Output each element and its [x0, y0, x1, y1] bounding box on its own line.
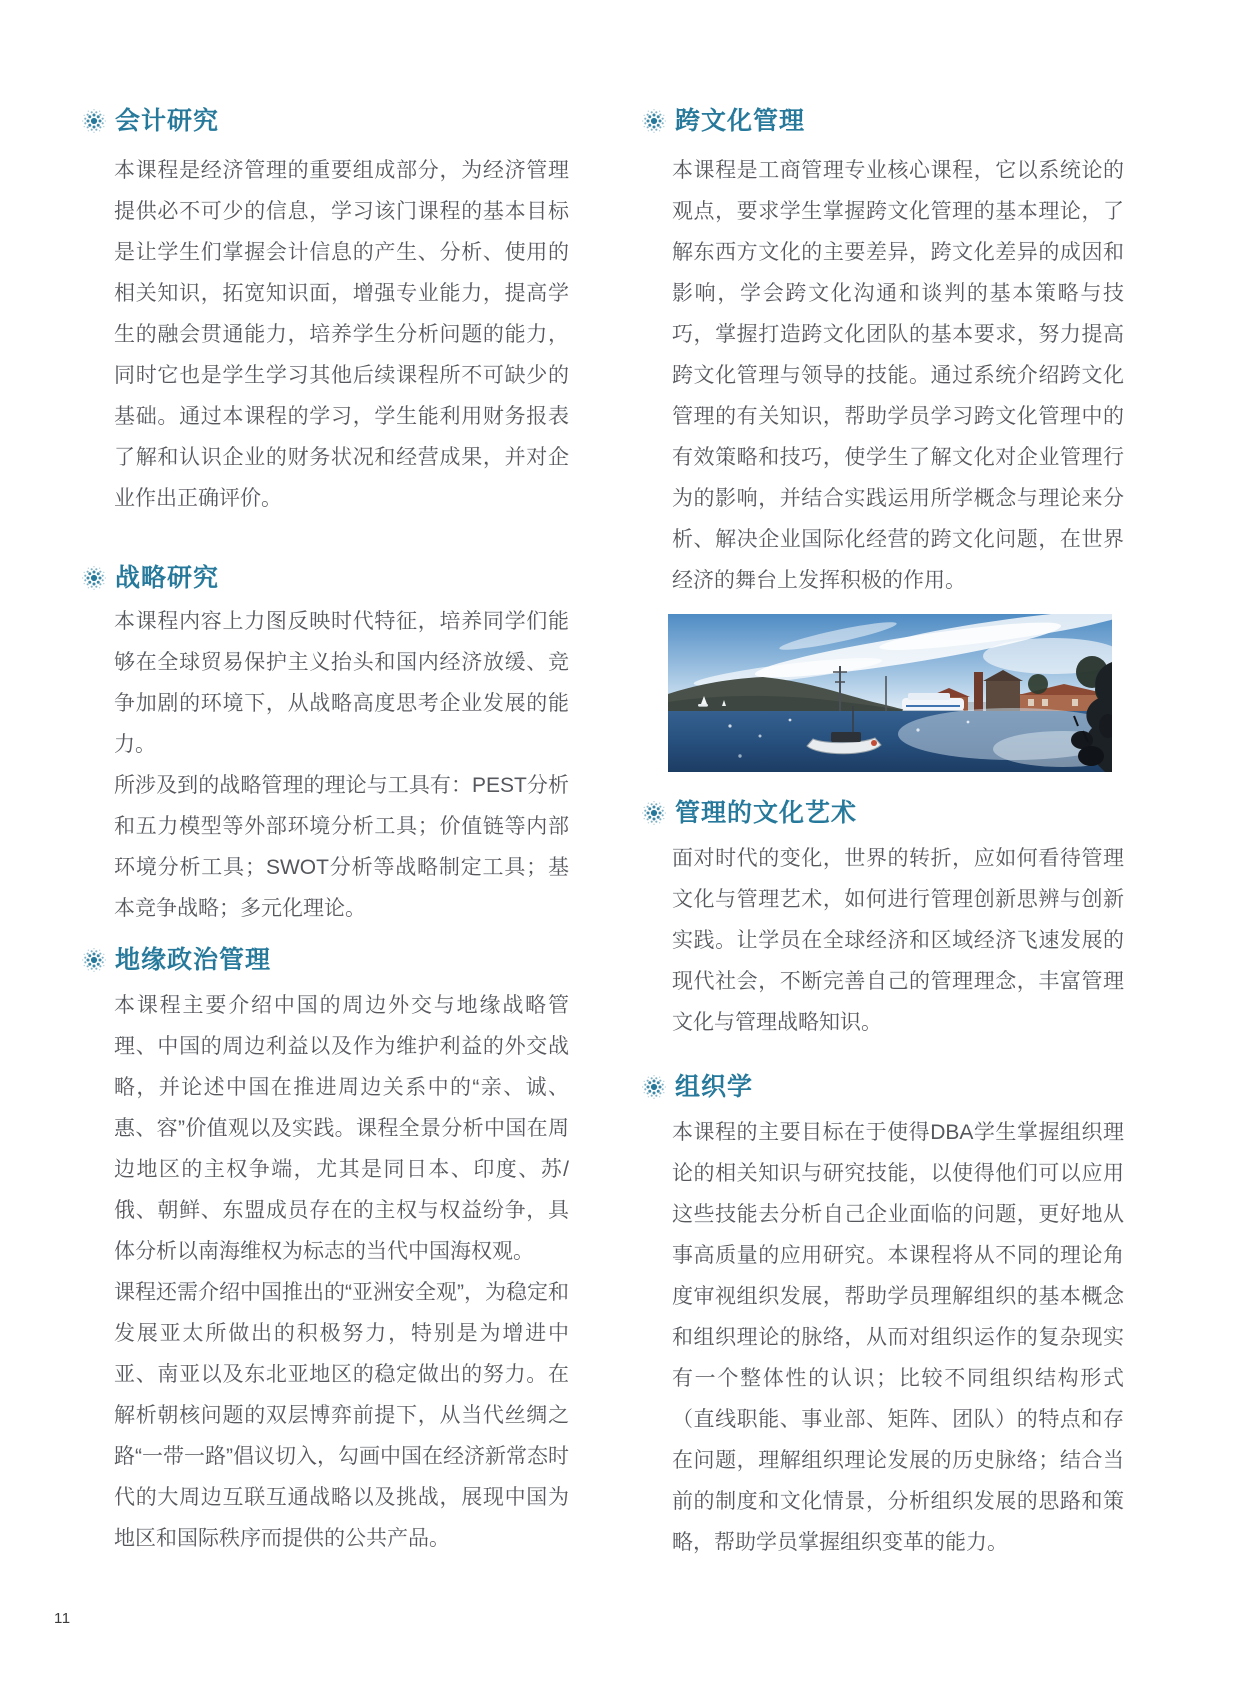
harbor-photo-graphic: [668, 614, 1112, 772]
paragraph: 本课程内容上力图反映时代特征，培养同学们能够在全球贸易保护主义抬头和国内经济放缓、竞争加剧的环境下，从战略高度思考企业发展的能力。: [114, 610, 569, 756]
section-heading-organization: [642, 1070, 753, 1104]
dot-burst-icon: [642, 1075, 666, 1099]
dot-burst-icon: [642, 801, 666, 825]
section-heading-geopolitics: [82, 943, 271, 977]
dot-burst-icon: [82, 566, 106, 590]
paragraph: 本课程是经济管理的重要组成部分，为经济管理提供必不可少的信息，学习该门课程的基本目标是让学生们掌握会计信息的产生、分析、使用的相关知识，拓宽知识面，增强专业能力，提高学生的融会贯通能力，培养学生分析问题的能力，同时它也是学生学习其他后续课程所不可缺少的基础。通过本课程的学习，学生能利用财务报表了解和认识企业的财务状况和经营成果，并对企业作出正确评价。: [114, 159, 569, 510]
dot-burst-icon: [82, 948, 106, 972]
section-title: 战略研究: [115, 564, 220, 592]
paragraph: 课程还需介绍中国推出的“亚洲安全观”，为稳定和发展亚太所做出的积极努力，特别是为增进中亚、南亚以及东北亚地区的稳定做出的努力。在解析朝核问题的双层博弈前提下，从当代丝绸之路“一带一路”倡议切入，勾画中国在经济新常态时代的大周边互联互通战略以及挑战，展现中国为地区和国际秩序而提供的公共产品。: [114, 1281, 569, 1550]
page-number: 11: [54, 1610, 71, 1627]
section-body-strategy: [114, 601, 569, 929]
section-heading-culture-art: [642, 796, 857, 830]
section-body-geopolitics: [114, 985, 569, 1559]
harbor-photo: [668, 614, 1112, 772]
section-heading-crosscultural: [642, 104, 805, 138]
section-heading-strategy: [82, 561, 219, 595]
section-title: 地缘政治管理: [115, 946, 272, 974]
paragraph: 本课程主要介绍中国的周边外交与地缘战略管理、中国的周边利益以及作为维护利益的外交战略，并论述中国在推进周边关系中的“亲、诚、惠、容”价值观以及实践。课程全景分析中国在周边地区的主权争端，尤其是同日本、印度、苏/俄、朝鲜、东盟成员存在的主权与权益纷争，具体分析以南海维权为标志的当代中国海权观。: [114, 994, 569, 1263]
section-heading-accounting: [82, 104, 219, 138]
paragraph: 所涉及到的战略管理的理论与工具有：PEST分析和五力模型等外部环境分析工具；价值链等内部环境分析工具；SWOT分析等战略制定工具；基本竞争战略；多元化理论。: [114, 774, 569, 920]
section-title: 跨文化管理: [675, 107, 806, 135]
section-body-accounting: [114, 150, 569, 519]
section-title: 管理的文化艺术: [675, 799, 858, 827]
dot-burst-icon: [642, 109, 666, 133]
paragraph: 本课程是工商管理专业核心课程，它以系统论的观点，要求学生掌握跨文化管理的基本理论，了解东西方文化的主要差异，跨文化差异的成因和影响，学会跨文化沟通和谈判的基本策略与技巧，掌握打造跨文化团队的基本要求，努力提高跨文化管理与领导的技能。通过系统介绍跨文化管理的有关知识，帮助学员学习跨文化管理中的有效策略和技巧，使学生了解文化对企业管理行为的影响，并结合实践运用所学概念与理论来分析、解决企业国际化经营的跨文化问题，在世界经济的舞台上发挥积极的作用。: [672, 159, 1124, 592]
dot-burst-icon: [82, 109, 106, 133]
section-body-organization: [672, 1112, 1124, 1563]
paragraph: 本课程的主要目标在于使得DBA学生掌握组织理论的相关知识与研究技能，以使得他们可以应用这些技能去分析自己企业面临的问题，更好地从事高质量的应用研究。本课程将从不同的理论角度审视组织发展，帮助学员理解组织的基本概念和组织理论的脉络，从而对组织运作的复杂现实有一个整体性的认识；比较不同组织结构形式（直线职能、事业部、矩阵、团队）的特点和存在问题，理解组织理论发展的历史脉络；结合当前的制度和文化情景，分析组织发展的思路和策略，帮助学员掌握组织变革的能力。: [672, 1121, 1124, 1554]
section-title: 会计研究: [115, 107, 220, 135]
section-body-culture-art: [672, 838, 1124, 1043]
paragraph: 面对时代的变化，世界的转折，应如何看待管理文化与管理艺术，如何进行管理创新思辨与创新实践。让学员在全球经济和区域经济飞速发展的现代社会，不断完善自己的管理理念，丰富管理文化与管理战略知识。: [672, 847, 1124, 1034]
section-body-crosscultural: [672, 150, 1124, 601]
section-title: 组织学: [675, 1073, 754, 1101]
